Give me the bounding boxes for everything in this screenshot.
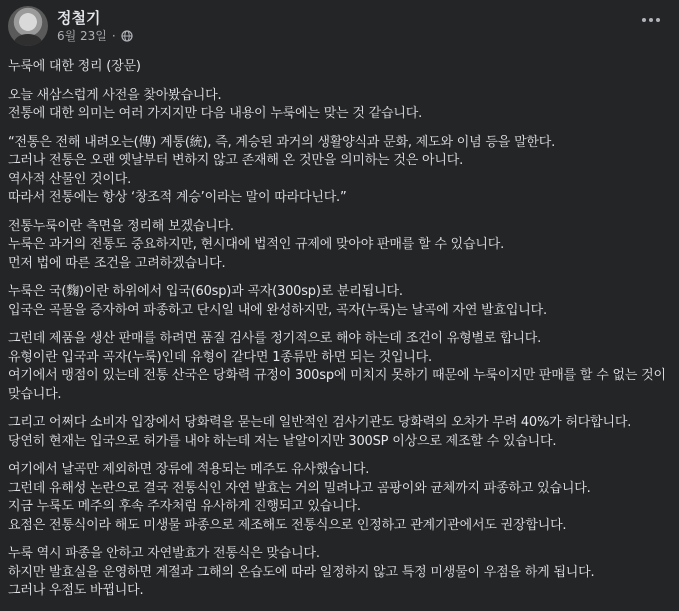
- paragraph-line: 전통에 대한 의미는 여러 가지지만 다음 내용이 누룩에는 맞는 것 같습니다.: [8, 106, 422, 121]
- meta-separator: ·: [111, 28, 116, 43]
- paragraph-line: 여기에서 날곡만 제외하면 장류에 적용되는 메주도 유사했습니다.: [8, 462, 370, 477]
- paragraph-line: 요점은 전통식이라 해도 미생물 파종으로 제조해도 전통식으로 인정하고 관계기관에서도 권장합니다.: [8, 517, 567, 533]
- post-paragraph: [8, 134, 669, 208]
- paragraph-line: 당연히 현재는 입국으로 허가를 내야 하는데 저는 낱알이지만 300SP 이상으로 제조할 수 있습니다.: [8, 433, 557, 449]
- post-paragraph: [8, 283, 669, 320]
- paragraph-line: 누룩은 국(麴)이란 하위에서 입국(60sp)과 곡자(300sp)로 분리됩니다.: [8, 284, 403, 299]
- post-paragraph: [8, 87, 669, 124]
- post-paragraph: [8, 461, 669, 535]
- paragraph-line: 누룩은 과거의 전통도 중요하지만, 현시대에 법적인 규제에 맞아야 판매를 할 수 있습니다.: [8, 237, 505, 252]
- post-content: [8, 58, 669, 611]
- post-paragraph: [8, 218, 669, 274]
- paragraph-line: 전통누룩이란 측면을 정리해 보겠습니다.: [8, 218, 234, 234]
- post-header: [8, 6, 671, 46]
- author-name[interactable]: 정철기: [57, 9, 101, 27]
- paragraph-line: 그런데 제품을 생산 판매를 하려면 품질 검사를 정기적으로 해야 하는데 조건이 유형별로 합니다.: [8, 331, 542, 346]
- post-paragraph: [8, 330, 669, 404]
- paragraph-line: 그러나 우점도 바뀝니다.: [8, 583, 144, 598]
- paragraph-line: 그리고 어쩌다 소비자 입장에서 당화력을 묻는데 일반적인 검사기관도 당화력의 오차가 무려 40%가 허다합니다.: [8, 415, 632, 430]
- paragraph-line: 입국은 곡물을 증자하여 파종하고 단시일 내에 완성하지만, 곡자(누룩)는 날곡에 자연 발효입니다.: [8, 302, 547, 318]
- paragraph-line: “전통은 전해 내려오는(傳) 계통(統), 즉, 계승된 과거의 생활양식과 문화, 제도와 이념 등을 말한다.: [8, 134, 556, 150]
- post-date[interactable]: 6월 23일: [57, 29, 107, 43]
- more-options-icon[interactable]: [637, 10, 665, 30]
- paragraph-line: 누룩에 대한 정리 (장문): [8, 59, 141, 74]
- globe-icon: [121, 30, 133, 42]
- paragraph-line: 누룩 역시 파종을 안하고 자연발효가 전통식은 맞습니다.: [8, 546, 320, 561]
- paragraph-line: 여기에서 맹점이 있는데 전통 산국은 당화력 규정이 300sp에 미치지 못하기 때문에 누룩이지만 판매를 할 수 없는 것이 맞습니다.: [8, 368, 666, 402]
- post-paragraph: [8, 58, 669, 77]
- paragraph-line: 따라서 전통에는 항상 ‘창조적 계승’이라는 말이 따라다닌다.”: [8, 190, 347, 205]
- paragraph-line: 먼저 법에 따른 조건을 고려하겠습니다.: [8, 255, 226, 271]
- paragraph-line: 그런데 유해성 논란으로 결국 전통식인 자연 발효는 거의 밀려나고 곰팡이와 균체까지 파종하고 있습니다.: [8, 480, 591, 496]
- post-meta: [57, 27, 133, 44]
- post-paragraph: [8, 545, 669, 601]
- paragraph-line: 오늘 새삼스럽게 사전을 찾아봤습니다.: [8, 87, 222, 103]
- author-avatar[interactable]: [8, 6, 48, 46]
- paragraph-line: 지금 누룩도 메주의 후속 주자처럼 유사하게 진행되고 있습니다.: [8, 499, 361, 514]
- paragraph-line: 역사적 산물인 것이다.: [8, 171, 132, 187]
- paragraph-line: 그러나 전통은 오랜 옛날부터 변하지 않고 존재해 온 것만을 의미하는 것은 아니다.: [8, 153, 464, 168]
- paragraph-line: 유형이란 입국과 곡자(누룩)인데 유형이 같다면 1종류만 하면 되는 것입니다.: [8, 349, 432, 365]
- post-paragraph: [8, 414, 669, 451]
- paragraph-line: 하지만 발효실을 운영하면 계절과 그해의 온습도에 따라 일정하지 않고 특정 미생물이 우점을 하게 됩니다.: [8, 564, 595, 580]
